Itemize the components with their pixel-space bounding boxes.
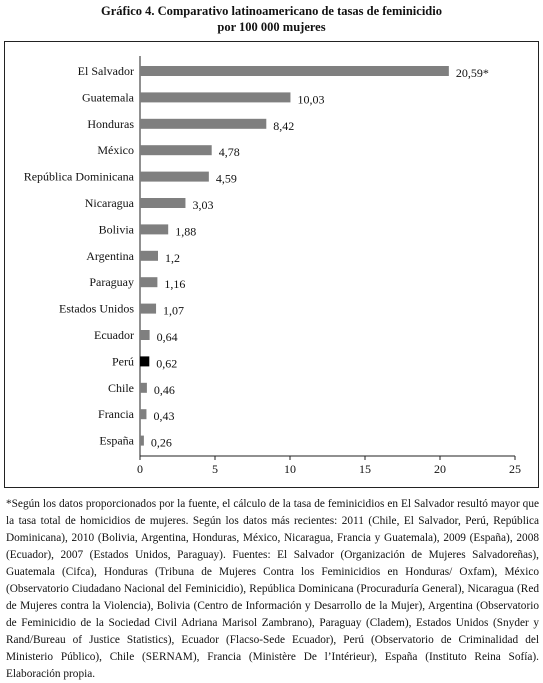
value-label-honduras: 8,42 <box>273 118 295 133</box>
category-label-bolivia: Bolivia <box>98 222 134 237</box>
bar-nicaragua <box>140 198 185 208</box>
x-tick-label-20: 20 <box>434 462 446 476</box>
bar-paraguay <box>140 277 157 287</box>
value-label-bolivia: 1,88 <box>175 224 197 239</box>
bar-ecuador <box>140 330 150 340</box>
category-label-francia: Francia <box>98 407 134 422</box>
value-label-nicaragua: 3,03 <box>192 198 214 212</box>
bar-bolivia <box>140 224 168 234</box>
x-tick-label-10: 10 <box>284 462 296 476</box>
category-label-nicaragua: Nicaragua <box>84 196 134 210</box>
chart-title-line-1: Gráfico 4. Comparativo latinoamericano de tasas de feminicidio <box>101 4 442 18</box>
bar-mexico <box>140 145 212 155</box>
bar-el-salvador <box>140 66 449 76</box>
category-label-mexico: México <box>97 143 134 158</box>
category-label-republica-dominicana: República Dominicana <box>23 169 134 184</box>
value-label-guatemala: 10,03 <box>297 92 325 107</box>
chart-title <box>0 3 543 35</box>
bar-chile <box>140 383 147 393</box>
value-label-estados-unidos: 1,07 <box>163 303 185 318</box>
value-label-chile: 0,46 <box>153 382 175 397</box>
x-tick-label-25: 25 <box>509 462 521 476</box>
value-label-el-salvador: 20,59* <box>455 66 489 80</box>
chart-frame <box>4 41 539 488</box>
value-label-francia: 0,43 <box>153 409 175 424</box>
category-label-peru: Perú <box>112 354 134 369</box>
value-label-mexico: 4,78 <box>218 145 240 160</box>
value-label-paraguay: 1,16 <box>164 277 186 292</box>
bar-chart <box>5 42 538 487</box>
x-tick-label-0: 0 <box>137 462 143 476</box>
chart-title-line-2: por 100 000 mujeres <box>217 20 326 34</box>
value-label-espana: 0,26 <box>150 435 172 450</box>
bar-estados-unidos <box>140 304 156 314</box>
bar-honduras <box>140 119 266 129</box>
category-label-ecuador: Ecuador <box>94 328 134 342</box>
bar-argentina <box>140 251 158 261</box>
value-label-republica-dominicana: 4,59 <box>215 171 237 186</box>
bar-espana <box>140 436 144 446</box>
footnote: *Según los datos proporcionados por la fuente, el cálculo de la tasa de feminicidios en El Salvador resultó mayor que la tasa total de homicidios de mujeres. Según los datos más recientes: 2011 (Chile, El Salvador, Perú, República Dominicana), 2010 (Bolivia, Argentina, Honduras, México, Nicaragua, Francia y Guatemala), 2009 (España), 2008 (Ecuador), 2007 (Estados Unidos, Paraguay). Fuentes: El Salvador (Organización de Mujeres Salvadoreñas), Guatemala (Cifca), Honduras (Tribuna de Mujeres Contra los Feminicidios en Honduras/ Oxfam), México (Observatorio Ciudadano Nacional del Feminicidio), República Dominicana (Procuraduría General), Nicaragua (Red de Mujeres contra la Violencia), Bolivia (Centro de Información y Desarrollo de la Mujer), Argentina (Observatorio de Feminicidio de la Sociedad Civil Adriana Marisol Zambrano), Paraguay (Cladem), Estados Unidos (Snyder y Rand/Bureau of Justice Statistics), Ecuador (Flacso-Sede Ecuador), Perú (Observatorio de Criminalidad del Ministerio Público), Chile (SERNAM), Francia (Ministère De l’Intérieur), España (Instituto Reina Sofía). Elaboración propia. <box>6 498 539 680</box>
bar-guatemala <box>140 92 290 102</box>
bar-francia <box>140 409 146 419</box>
category-label-espana: España <box>99 433 134 448</box>
category-label-chile: Chile <box>108 380 134 395</box>
category-label-argentina: Argentina <box>86 248 134 263</box>
category-label-honduras: Honduras <box>87 116 134 131</box>
value-label-argentina: 1,2 <box>165 250 180 265</box>
bar-peru <box>140 356 149 366</box>
category-label-guatemala: Guatemala <box>82 90 134 105</box>
bar-republica-dominicana <box>140 172 209 182</box>
x-tick-label-5: 5 <box>212 462 218 476</box>
category-label-paraguay: Paraguay <box>89 275 134 290</box>
value-label-peru: 0,62 <box>156 356 178 371</box>
category-label-estados-unidos: Estados Unidos <box>59 301 134 316</box>
value-label-ecuador: 0,64 <box>156 330 178 344</box>
category-label-el-salvador: El Salvador <box>77 64 134 78</box>
x-tick-label-15: 15 <box>359 462 371 476</box>
